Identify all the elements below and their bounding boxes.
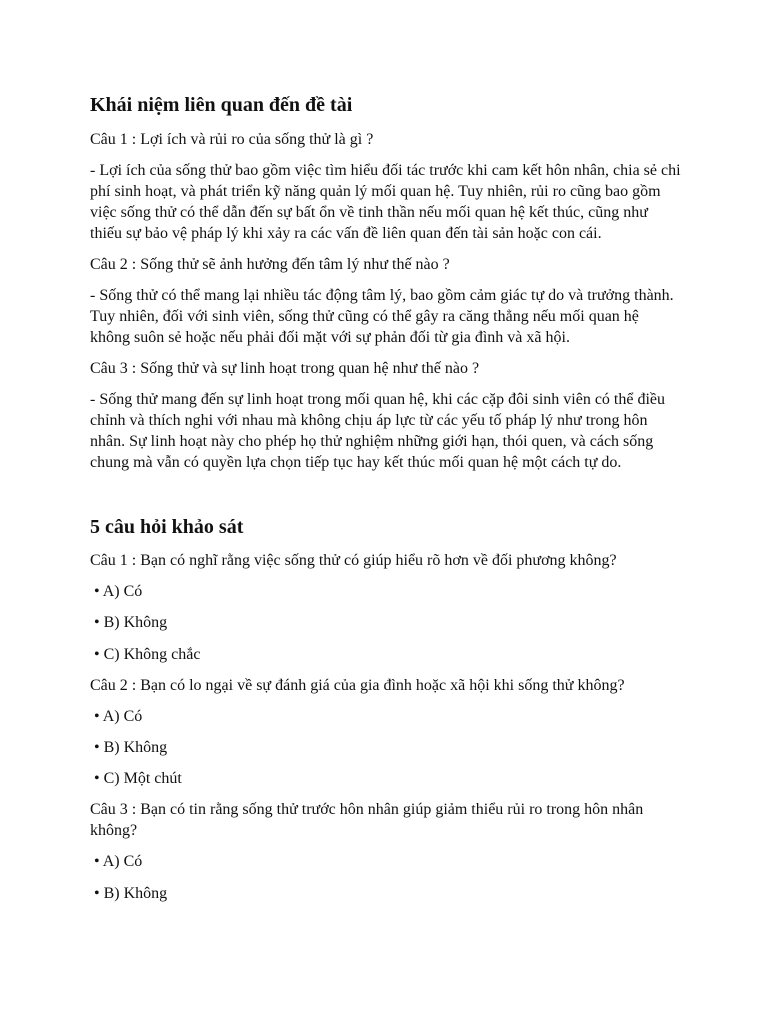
concept-answer-1: - Lợi ích của sống thử bao gồm việc tìm hiểu đối tác trước khi cam kết hôn nhân, chia sẻ chi phí sinh hoạt, và phát triển kỹ năng quản lý mối quan hệ. Tuy nhiên, rủi ro cũng bao gồm việc sống thử có thể dẫn đến sự bất ổn về tinh thần nếu mối quan hệ kết thúc, cũng như thiếu sự bảo vệ pháp lý khi xảy ra các vấn đề liên quan đến tài sản hoặc con cái. [90, 162, 681, 242]
survey-q2-option-c: • C) Một chút [94, 770, 182, 787]
survey-question-1: Câu 1 : Bạn có nghĩ rằng việc sống thử có giúp hiểu rõ hơn về đối phương không? [90, 552, 617, 569]
section-heading-concepts: Khái niệm liên quan đến đề tài [90, 94, 353, 116]
survey-q1-option-c: • C) Không chắc [94, 646, 201, 663]
survey-q2-option-a: • A) Có [94, 708, 143, 725]
survey-q1-option-a: • A) Có [94, 583, 143, 600]
section-heading-survey: 5 câu hỏi khảo sát [90, 516, 244, 538]
survey-q3-option-b: • B) Không [94, 885, 168, 902]
survey-question-3: Câu 3 : Bạn có tin rằng sống thử trước hôn nhân giúp giảm thiểu rủi ro trong hôn nhân không? [90, 801, 644, 839]
concept-answer-2: - Sống thử có thể mang lại nhiều tác động tâm lý, bao gồm cảm giác tự do và trưởng thành. Tuy nhiên, đối với sinh viên, sống thử cũng có thể gây ra căng thẳng nếu mối quan hệ không suôn sẻ hoặc nếu phải đối mặt với sự phản đối từ gia đình và xã hội. [90, 287, 674, 346]
survey-q2-option-b: • B) Không [94, 739, 168, 756]
survey-q3-option-a: • A) Có [94, 853, 143, 870]
concept-question-2: Câu 2 : Sống thử sẽ ảnh hưởng đến tâm lý như thế nào ? [90, 256, 450, 273]
concept-question-3: Câu 3 : Sống thử và sự linh hoạt trong quan hệ như thế nào ? [90, 360, 480, 377]
concept-question-1: Câu 1 : Lợi ích và rủi ro của sống thử là gì ? [90, 131, 374, 148]
survey-q1-option-b: • B) Không [94, 614, 168, 631]
survey-question-2: Câu 2 : Bạn có lo ngại về sự đánh giá của gia đình hoặc xã hội khi sống thử không? [90, 677, 625, 694]
concept-answer-3: - Sống thử mang đến sự linh hoạt trong mối quan hệ, khi các cặp đôi sinh viên có thể điều chỉnh và thích nghi với nhau mà không chịu áp lực từ các yếu tố pháp lý như trong hôn nhân. Sự linh hoạt này cho phép họ thử nghiệm những giới hạn, thói quen, và cách sống chung mà vẫn có quyền lựa chọn tiếp tục hay kết thúc mối quan hệ một cách tự do. [90, 391, 666, 471]
